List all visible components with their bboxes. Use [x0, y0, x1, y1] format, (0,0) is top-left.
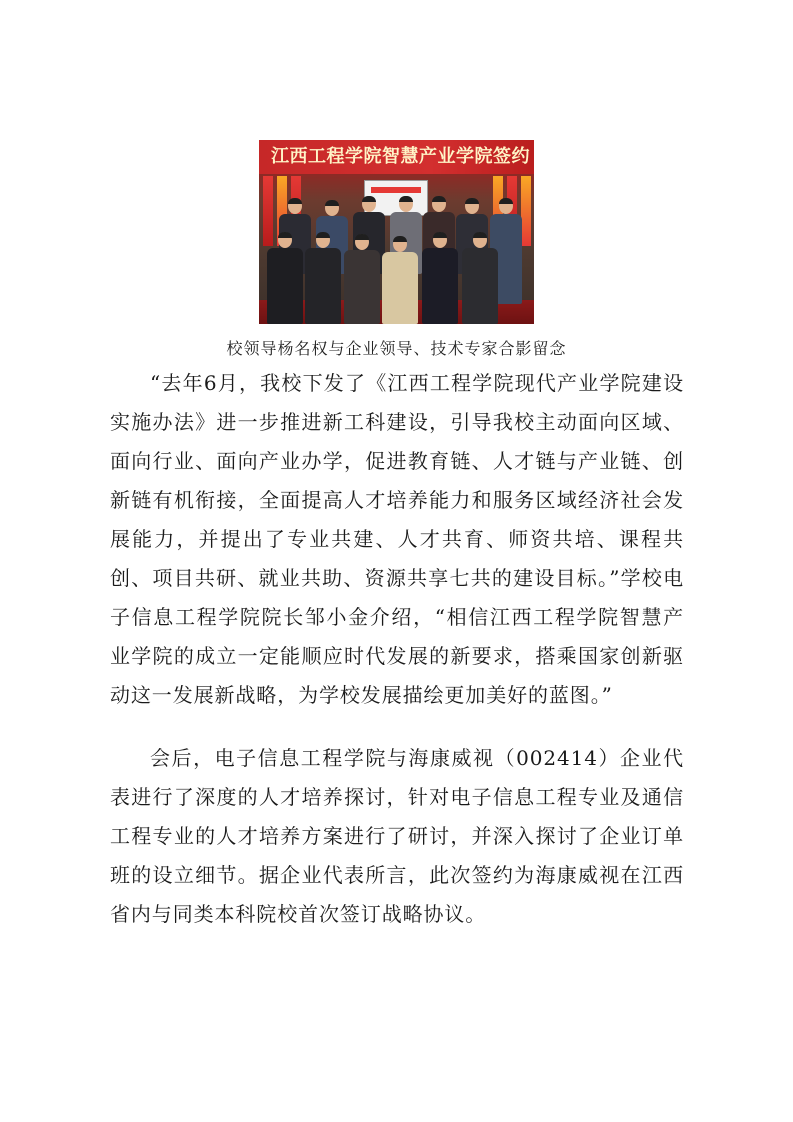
person: [267, 248, 303, 324]
person-head: [362, 196, 376, 212]
person: [305, 248, 341, 324]
person-head: [325, 200, 339, 216]
person-head: [473, 232, 487, 248]
person-head: [399, 196, 413, 212]
flag: [263, 176, 273, 246]
person-head: [393, 236, 407, 252]
photo-caption: 校领导杨名权与企业领导、技术专家合影留念: [226, 339, 567, 358]
person-head: [316, 232, 330, 248]
person: [422, 248, 458, 324]
person: [344, 250, 380, 324]
person-head: [432, 196, 446, 212]
person-head: [433, 232, 447, 248]
body-paragraph: “去年6月，我校下发了《江西工程学院现代产业学院建设实施办法》进一步推进新工科建设，引导我校主动面向区域、面向行业、面向产业办学，促进教育链、人才链与产业链、创新链有机衔接，全面提高人才培养能力和服务区域经济社会发展能力，并提出了专业共建、人才共育、师资共培、课程共创、项目共研、就业共助、资源共享七共的建设目标。”学校电子信息工程学院院长邹小金介绍，“相信江西工程学院智慧产业学院的成立一定能顺应时代发展的新要求，搭乘国家创新驱动这一发展新战略，为学校发展描绘更加美好的蓝图。”: [110, 371, 684, 707]
group-photo: [259, 140, 534, 324]
person: [382, 252, 418, 324]
body-paragraph: 会后，电子信息工程学院与海康威视（002414）企业代表进行了深度的人才培养探讨，针对电子信息工程专业及通信工程专业的人才培养方案进行了研讨，并深入探讨了企业订单班的设立细节。据企业代表所言，此次签约为海康威视在江西省内与同类本科院校首次签订战略协议。: [110, 746, 684, 926]
person-head: [278, 232, 292, 248]
person-head: [499, 198, 513, 214]
photo-banner: 江西工程学院智慧产业学院签约: [259, 140, 534, 174]
flag: [521, 176, 531, 246]
person: [462, 248, 498, 324]
person-head: [465, 198, 479, 214]
person-head: [355, 234, 369, 250]
person-head: [288, 198, 302, 214]
